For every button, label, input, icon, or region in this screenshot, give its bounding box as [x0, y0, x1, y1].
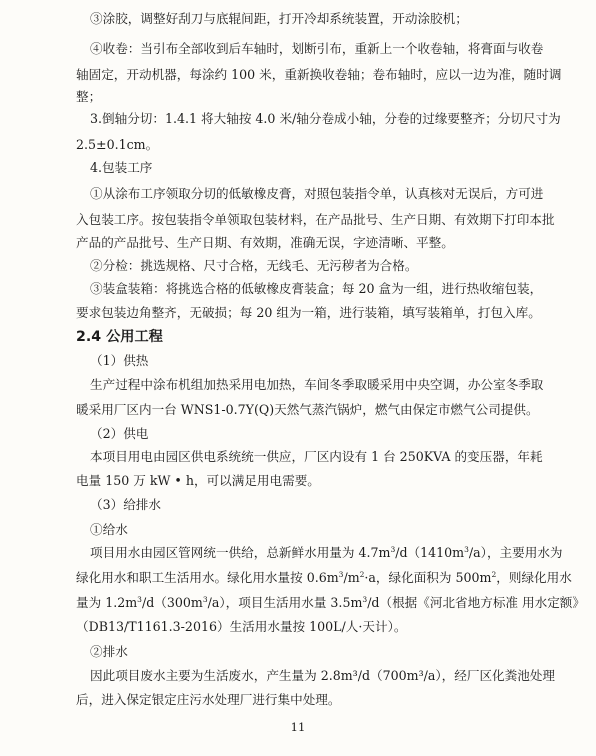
section-heading: 2.4 公用工程 — [76, 329, 163, 345]
text-line: （2）供电 — [90, 426, 149, 441]
text-line: 电量 150 万 kW • h，可以满足用电需要。 — [76, 473, 320, 488]
text-line: （1）供热 — [90, 353, 149, 368]
text-line: 量为 $1.2m^3/d(300m^3/a)$，项目生活用水量 $3.5m^3/d$（根据《河北省地方标准 用水定额》 — [76, 595, 585, 610]
text-line: 整； — [76, 89, 102, 104]
text-line: 因此项目废水主要为生活废水，产生量为 2.8m³/d（700m³/a），经厂区化粪池处理 — [90, 668, 556, 683]
text-line: ①给水 — [90, 522, 128, 537]
text-line: 产品的产品批号、生产日期、有效期，准确无误，字迹清晰、平整。 — [76, 235, 454, 250]
text-line: 4.包装工序 — [90, 160, 153, 175]
text-line: 后，进入保定银定庄污水处理厂进行集中处理。 — [76, 692, 341, 707]
text-line: ④收卷：当引布全部收到后车轴时，划断引布，重新上一个收卷轴，将膏面与收卷 — [90, 41, 544, 56]
text-line: （3）给排水 — [90, 497, 161, 512]
text-line: ③涂胶，调整好刮刀与底辊间距，打开冷却系统装置，开动涂胶机； — [90, 11, 468, 26]
text-line: 2.5±0.1cm。 — [76, 137, 159, 152]
text-line: 项目用水由园区管网统一供给，总新鲜水用量为 $4.7m^3/d(1410m^3/a)$，主要用水为 — [90, 545, 563, 560]
text-line: ③装盒装箱：将挑选合格的低敏橡皮膏装盒；每 20 盒为一组，进行热收缩包装， — [90, 281, 543, 296]
page-number: 11 — [290, 720, 306, 734]
text-line: ②分检：挑选规格、尺寸合格，无线毛、无污秽者为合格。 — [90, 258, 418, 273]
text-line: ②排水 — [90, 644, 128, 659]
text-line: ①从涂布工序领取分切的低敏橡皮膏，对照包装指令单，认真核对无误后，方可进 — [90, 186, 544, 201]
text-line: 要求包装边角整齐，无破损；每 20 组为一箱，进行装箱，填写装箱单，打包入库。 — [76, 305, 541, 320]
text-line: 本项目用电由园区供电系统统一供应，厂区内设有 1 台 250KVA 的变压器，年耗 — [90, 449, 543, 464]
text-line: （DB13/T1161.3-2016）生活用水量按 100L/人·天计）。 — [76, 619, 407, 634]
text-line: 暖采用厂区内一台 WNS1-0.7Y(Q)天然气蒸汽锅炉，燃气由保定市燃气公司提供。 — [76, 402, 539, 417]
text-line: 绿化用水和职工生活用水。绿化用水量按 $0.6m^3/m^2\cdot a$，绿化面积为 $500m^2$，则绿化用水 — [76, 570, 572, 585]
text-line: 入包装工序。按包装指令单领取包装材料，在产品批号、生产日期、有效期下打印本批 — [76, 212, 555, 227]
text-line: 3.倒轴分切：1.4.1 将大轴按 4.0 米/轴分卷成小轴，分卷的过缘要整齐；分切尺寸为 — [90, 111, 561, 126]
text-line: 轴固定，开动机器，每涂约 100 米，重新换收卷轴；卷布轴时，应以一边为准，随时调 — [76, 67, 562, 82]
text-line: 生产过程中涂布机组加热采用电加热，车间冬季取暖采用中央空调，办公室冬季取 — [90, 377, 544, 392]
